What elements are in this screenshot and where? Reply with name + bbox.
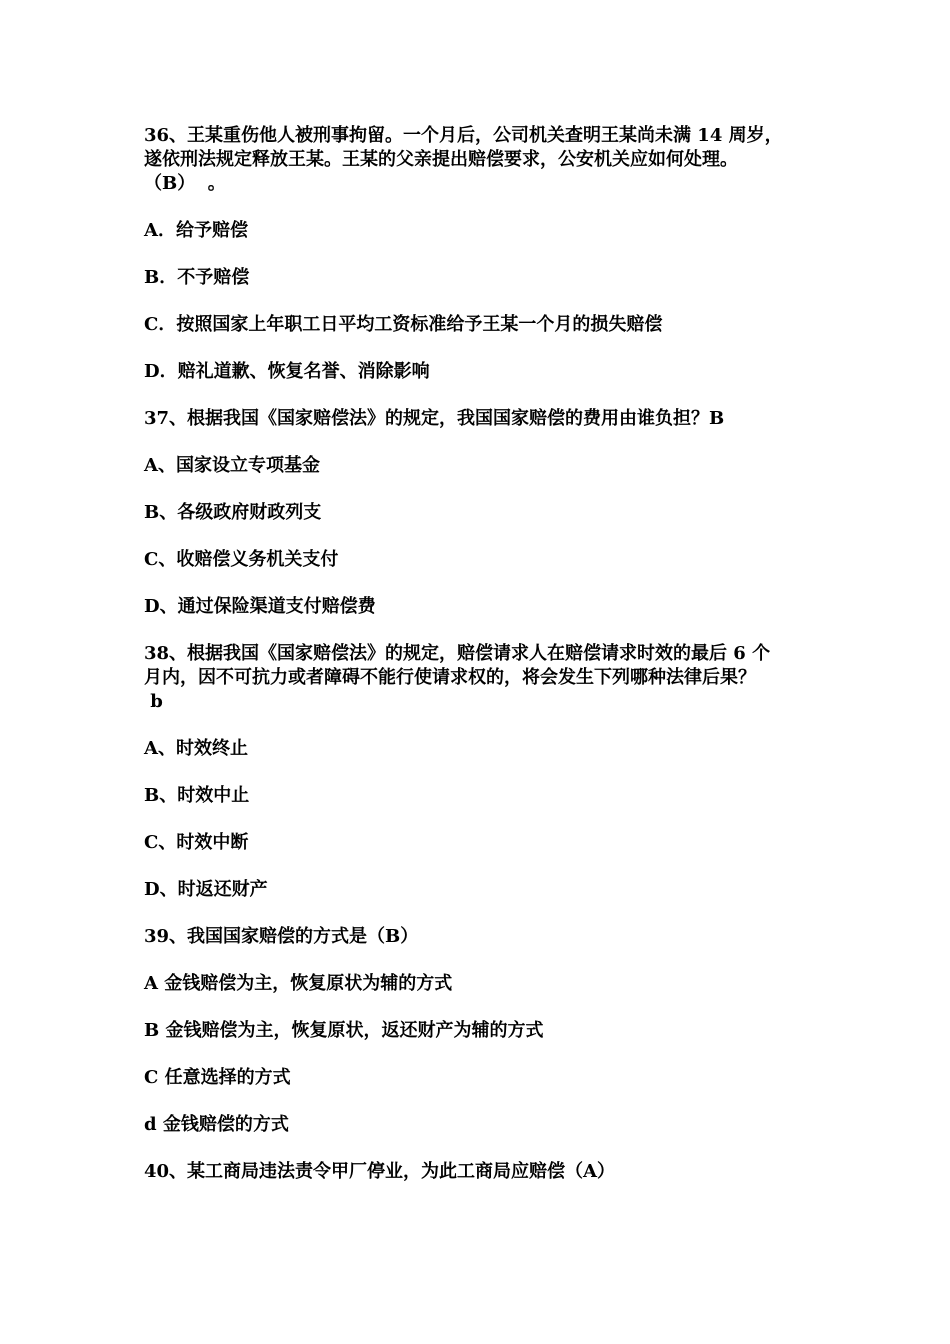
option-c: C 任意选择的方式 [144,1067,291,1088]
option-a: A．给予赔偿 [144,220,248,241]
option-d: D、通过保险渠道支付赔偿费 [144,596,376,617]
question-text-line: 36、王某重伤他人被刑事拘留。一个月后，公司机关查明王某尚未满 14 周岁， [144,125,783,146]
option-d: D．赔礼道歉、恢复名誉、消除影响 [144,361,430,382]
question-text-line: b [144,691,163,712]
option-c: C、时效中断 [144,832,249,853]
option-a: A 金钱赔偿为主，恢复原状为辅的方式 [144,973,453,994]
option-a: A、时效终止 [144,738,248,759]
option-b: B、时效中止 [144,785,250,806]
option-d: D、时返还财产 [144,879,268,900]
option-d: d 金钱赔偿的方式 [144,1114,289,1135]
question-39-stem: 39、我国国家赔偿的方式是（B） [144,926,419,947]
document-page [144,124,814,1207]
question-36-stem [144,124,814,196]
option-c: C．按照国家上年职工日平均工资标准给予王某一个月的损失赔偿 [144,314,663,335]
question-text-line: （B） 。 [144,173,226,194]
question-37-stem: 37、根据我国《国家赔偿法》的规定，我国国家赔偿的费用由谁负担？B [144,408,725,429]
option-b: B．不予赔偿 [144,267,250,288]
question-text-line: 月内，因不可抗力或者障碍不能行使请求权的，将会发生下列哪种法律后果？ [144,667,756,688]
question-38-stem [144,642,814,714]
option-c: C、收赔偿义务机关支付 [144,549,339,570]
question-40-stem: 40、某工商局违法责令甲厂停业，为此工商局应赔偿（A） [144,1161,616,1182]
option-b: B 金钱赔偿为主，恢复原状，返还财产为辅的方式 [144,1020,544,1041]
option-a: A、国家设立专项基金 [144,455,320,476]
question-text-line: 遂依刑法规定释放王某。王某的父亲提出赔偿要求，公安机关应如何处理。 [144,149,738,170]
question-text-line: 38、根据我国《国家赔偿法》的规定，赔偿请求人在赔偿请求时效的最后 6 个 [144,643,771,664]
option-b: B、各级政府财政列支 [144,502,322,523]
